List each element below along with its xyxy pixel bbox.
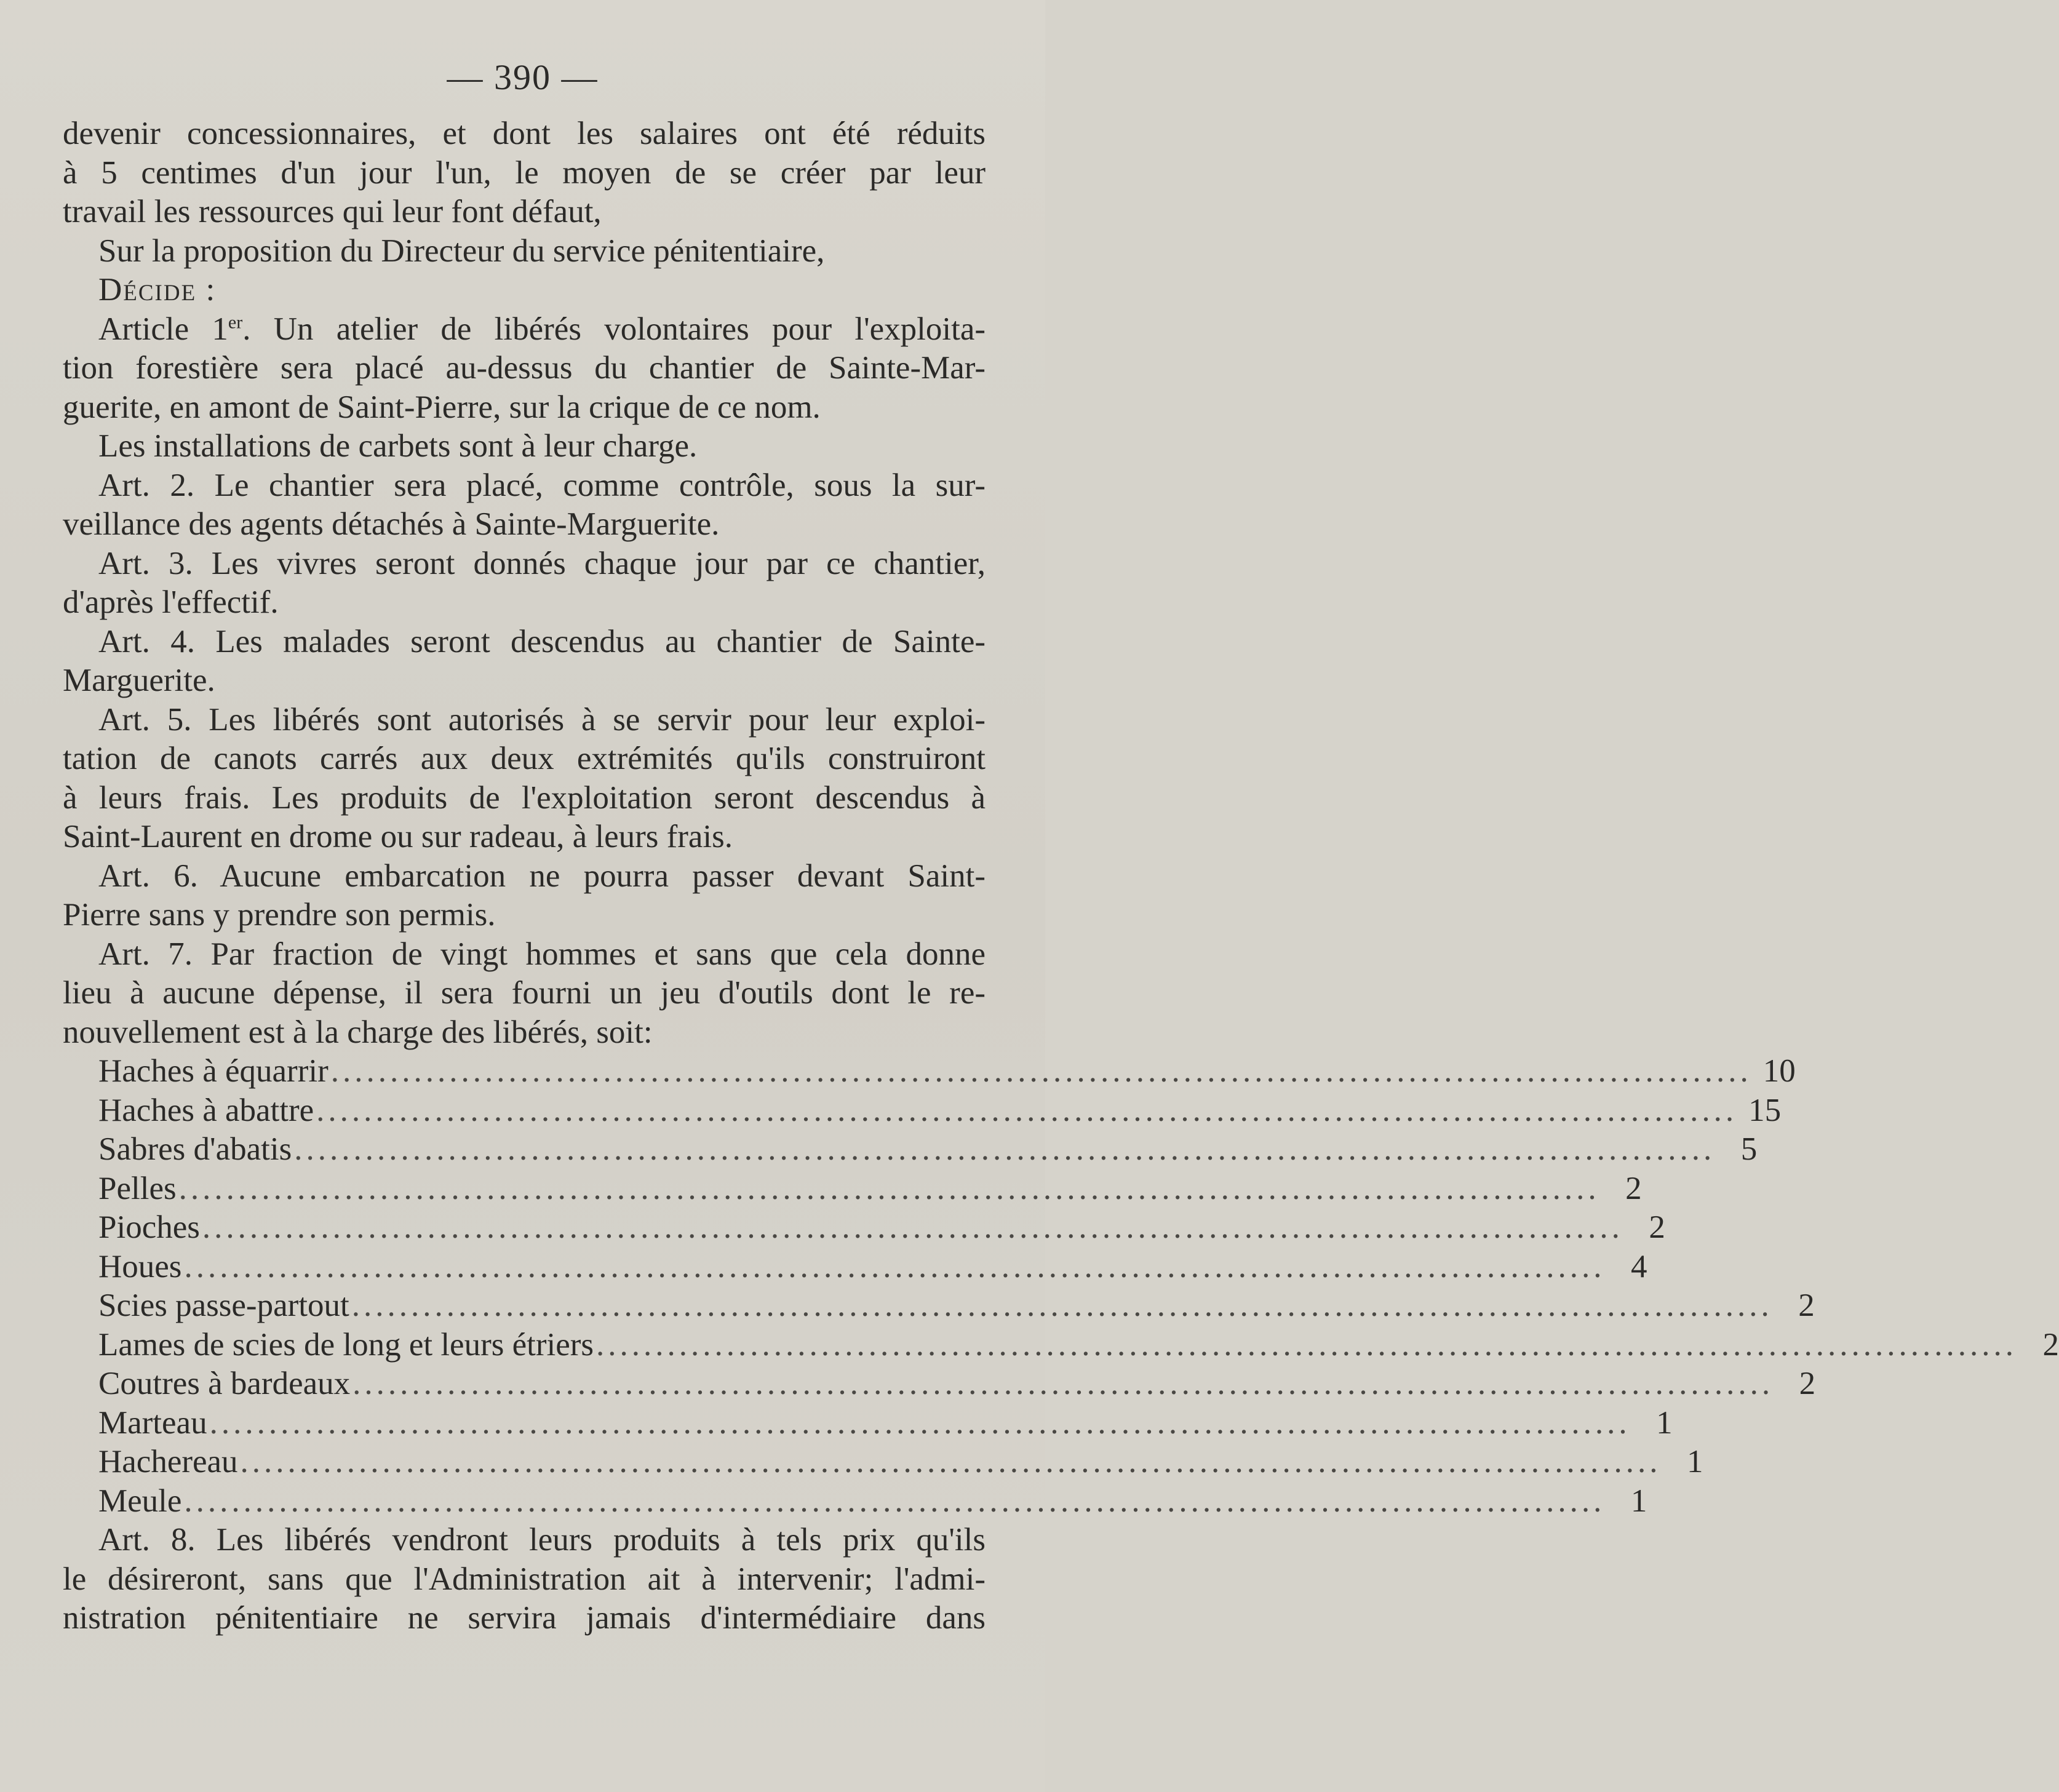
- tool-row: [63, 1091, 1782, 1131]
- leader-dots: ........................................................................................................................: [294, 1131, 1716, 1167]
- text-line: tation de canots carrés aux deux extrémités qu'ils construiront: [63, 741, 986, 776]
- text-line: tion forestière sera placé au-dessus du chantier de Sainte-Mar-: [63, 350, 986, 386]
- tool-quantity: 10: [1762, 1053, 1796, 1089]
- paragraph-intro: [63, 114, 986, 232]
- text-line: lieu à aucune dépense, il sera fourni un jeu d'outils dont le re-: [63, 975, 986, 1011]
- tool-row: [63, 1286, 1815, 1326]
- leader-dots: ........................................................................................................................: [351, 1288, 1773, 1323]
- text-line: guerite, en amont de Saint-Pierre, sur la crique de ce nom.: [63, 389, 821, 425]
- tool-quantity: 15: [1748, 1092, 1782, 1128]
- text-line: Art. 2. Le chantier sera placé, comme contrôle, sous la sur-: [98, 467, 986, 503]
- tool-row: [63, 1169, 1642, 1209]
- tool-name: Haches à équarrir: [98, 1053, 329, 1089]
- text-line: devenir concessionnaires, et dont les salaires ont été réduits: [63, 116, 986, 151]
- text-line: le désireront, sans que l'Administration ait à intervenir; l'admi-: [63, 1561, 986, 1597]
- tool-name: Hachereau: [98, 1444, 238, 1479]
- text-line: à leurs frais. Les produits de l'exploitation seront descendus à: [63, 779, 986, 816]
- tool-quantity: 1: [1630, 1483, 1647, 1519]
- tool-name: Pioches: [98, 1209, 200, 1245]
- tool-quantity: 2: [2042, 1326, 2059, 1363]
- text-line: Saint-Laurent en drome ou sur radeau, à leurs frais.: [63, 819, 733, 854]
- tool-name: Meule: [98, 1483, 182, 1519]
- leader-dots: ........................................................................................................................: [202, 1209, 1623, 1245]
- text-line: Art. 3. Les vivres seront donnés chaque jour par ce chantier,: [98, 545, 986, 581]
- text-line: nouvellement est à la charge des libérés, soit:: [63, 1014, 653, 1050]
- leader-dots: ........................................................................................................................: [316, 1092, 1738, 1128]
- tool-quantity: 4: [1630, 1248, 1647, 1284]
- tool-quantity: 2: [1799, 1366, 1816, 1401]
- paragraph-proposition: Sur la proposition du Directeur du service pénitentiaire,: [98, 233, 825, 269]
- tool-name: Pelles: [98, 1170, 177, 1206]
- leader-dots: ........................................................................................................................: [596, 1326, 2018, 1363]
- leader-dots: ........................................................................................................................: [240, 1444, 1662, 1479]
- tool-row: [63, 1208, 1665, 1248]
- paragraph-carbets: Les installations de carbets sont à leur charge.: [98, 428, 698, 464]
- text-line: Art. 5. Les libérés sont autorisés à se servir pour leur exploi-: [98, 701, 986, 738]
- tool-name: Scies passe-partout: [98, 1288, 349, 1323]
- tool-name: Sabres d'abatis: [98, 1131, 292, 1167]
- tool-name: Haches à abattre: [98, 1092, 314, 1128]
- tool-row: [63, 1326, 2059, 1365]
- text-line: [63, 310, 986, 349]
- leader-dots: ........................................................................................................................: [330, 1053, 1752, 1089]
- leader-dots: ........................................................................................................................: [184, 1248, 1606, 1284]
- article-6: [63, 857, 986, 935]
- text-line: Pierre sans y prendre son permis.: [63, 897, 496, 933]
- leader-dots: ........................................................................................................................: [178, 1170, 1600, 1206]
- page-body: [63, 114, 2059, 1638]
- text-line: veillance des agents détachés à Sainte-Marguerite.: [63, 506, 720, 542]
- tool-row: [63, 1364, 1816, 1404]
- text-line: à 5 centimes d'un jour l'un, le moyen de se créer par leur: [63, 154, 986, 191]
- tool-quantity: 5: [1740, 1131, 1758, 1167]
- leader-dots: ........................................................................................................................: [352, 1366, 1774, 1401]
- tool-name: Lames de scies de long et leurs étriers: [98, 1326, 594, 1363]
- tool-row: [63, 1052, 1796, 1091]
- tool-quantity: 1: [1656, 1404, 1673, 1441]
- article-1-text: . Un atelier de libérés volontaires pour l'exploita-: [242, 311, 986, 347]
- article-8: [63, 1521, 986, 1638]
- tool-name: Houes: [98, 1248, 182, 1284]
- tool-name: Coutres à bardeaux: [98, 1366, 351, 1401]
- tool-row: [63, 1130, 1758, 1169]
- article-4: [63, 623, 986, 701]
- tool-row: [63, 1404, 1673, 1443]
- text-line: travail les ressources qui leur font défaut,: [63, 194, 602, 229]
- text-line: Art. 7. Par fraction de vingt hommes et sans que cela donne: [98, 936, 986, 972]
- text-line: nistration pénitentiaire ne servira jamais d'intermédiaire dans: [63, 1600, 986, 1636]
- text-line: d'après l'effectif.: [63, 584, 279, 620]
- article-7: [63, 935, 986, 1053]
- tool-quantity: 2: [1798, 1288, 1815, 1323]
- tool-quantity: 2: [1625, 1170, 1642, 1206]
- text-line: Art. 4. Les malades seront descendus au chantier de Sainte-: [98, 623, 986, 659]
- decide-heading: Décide :: [98, 272, 217, 308]
- tool-row: [63, 1482, 1647, 1521]
- leader-dots: ........................................................................................................................: [209, 1404, 1631, 1441]
- article-3: [63, 544, 986, 623]
- page-number: — 390 —: [447, 57, 599, 97]
- tool-name: Marteau: [98, 1404, 207, 1441]
- article-1-superscript: er: [228, 311, 243, 332]
- text-line: Marguerite.: [63, 663, 215, 698]
- leader-dots: ........................................................................................................................: [184, 1483, 1606, 1519]
- article-1: [63, 310, 986, 428]
- text-line: Art. 6. Aucune embarcation ne pourra passer devant Saint-: [98, 858, 986, 894]
- article-1-label: Article 1: [98, 311, 228, 347]
- text-line: Art. 8. Les libérés vendront leurs produits à tels prix qu'ils: [98, 1522, 986, 1558]
- tools-list: [63, 1052, 2059, 1521]
- tool-quantity: 1: [1687, 1444, 1703, 1479]
- tool-row: [63, 1443, 1703, 1482]
- article-5: [63, 701, 986, 857]
- tool-row: [63, 1248, 1647, 1287]
- tool-quantity: 2: [1649, 1209, 1665, 1245]
- article-2: [63, 466, 986, 544]
